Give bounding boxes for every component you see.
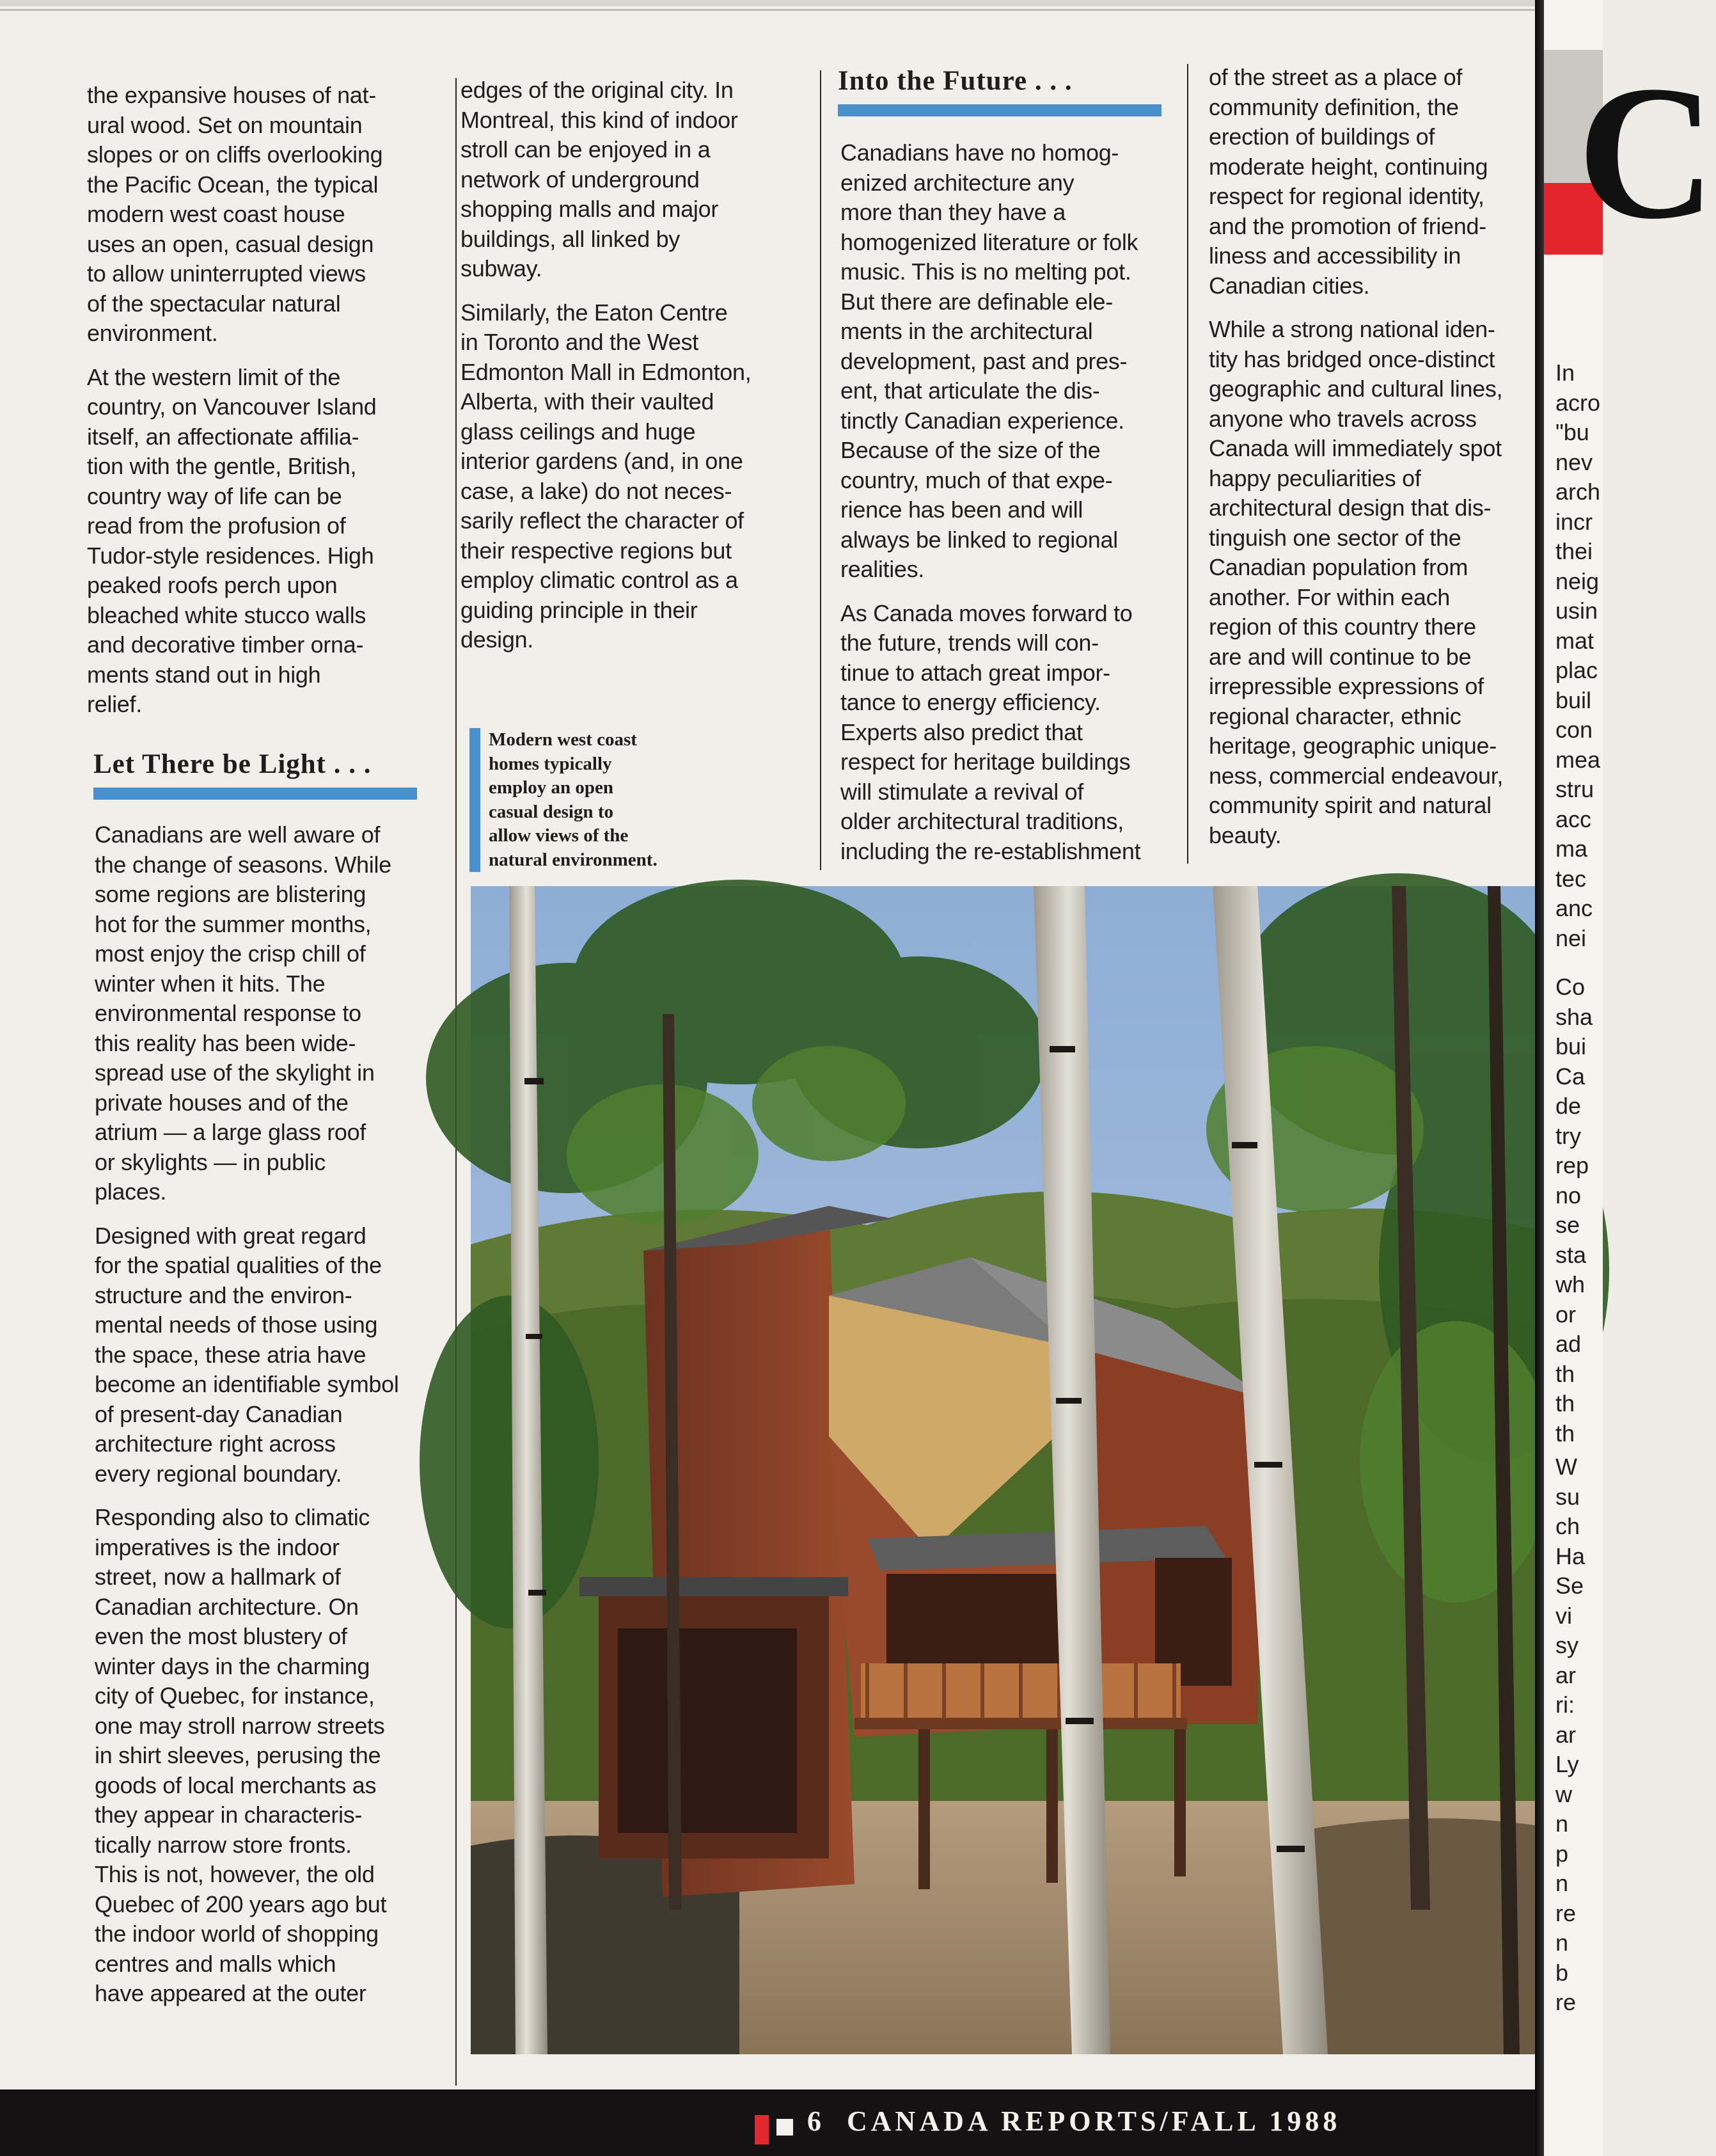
heading-bar-light [93, 788, 417, 800]
adjacent-page-fragments-c: W su ch Ha Se vi sy ar ri: ar Ly w n p n re n b re [1555, 1454, 1586, 2015]
col1-paragraph-5: Responding also to climatic imperatives is the indoor street, now a hallmark of Canadian architecture. On even the most blustery of winter days in the charming city of Quebec, for instance, one may stroll narrow streets in shirt sleeves, perusing the goods of local merchants as they appear in characteris- tically narrow store fronts. This is not, however, the old Quebec of 200 years ago but the indoor world of shopping centres and malls which have appeared at the outer [95, 1504, 387, 2006]
col1-paragraph-3: Canadians are well aware of the change of seasons. While some regions are blistering hot for the summer months, most enjoy the crisp chill of winter when it hits. The environmental response to this reality has been wide- spread use of the skylight in private houses and of the atrium — a large glass roof or skylights — in public places. [95, 821, 391, 1205]
adjacent-page [1544, 0, 1716, 2156]
col3-paragraph-1: Canadians have no homog- enized architecture any more than they have a homogenized literature or folk music. This is no melting pot. But there are definable ele- ments in the architectural development, past and pres- ent, that articulate the dis- tinctly Canadian experience. Because of the size of the country, much of that expe- rience has been and will always be linked to regional realities. [840, 139, 1138, 582]
section-heading-future [838, 65, 1161, 116]
adjacent-page-fragments-b: Co sha bui Ca de try rep no se sta wh or ad th th th [1555, 974, 1593, 1447]
column-rule-3 [1187, 64, 1188, 864]
heading-let-there-be-light: Let There be Light . . . [93, 749, 372, 779]
house-photo-illustration [471, 886, 1544, 2054]
top-rule [0, 0, 1535, 6]
col4-paragraph-2: While a strong national iden- tity has bridged once-distinct geographic and cultural lines, anyone who travels across Canada will immediately spot happy peculiarities of architectural design that dis- tinguish one sector of the Canadian population from another. For within each region of this country there are and will continue to be irrepressible expressions of regional character, ethnic heritage, geographic unique- ness, commercial endeavour, community spirit and natural beauty. [1209, 316, 1504, 848]
top-rule-thin [0, 9, 1535, 11]
column-1-continued [95, 820, 434, 2023]
column-1 [87, 81, 426, 734]
column-2 [460, 75, 793, 669]
publication-title: CANADA REPORTS/FALL 1988 [847, 2105, 1341, 2137]
column-4 [1209, 63, 1529, 864]
footer-white-marker [776, 2119, 793, 2136]
col1-paragraph-2: At the western limit of the country, on Vancouver Island itself, an affectionate affilia- tion with the gentle, British, country way of life can be read from the profusion of Tudor-style residences. High peaked roofs perch upon bleached white stucco walls and decorative timber orna- ments stand out in high relief. [87, 363, 377, 717]
house-photo [471, 886, 1544, 2054]
page-number: 6 [807, 2105, 825, 2137]
col1-paragraph-4: Designed with great regard for the spatial qualities of the structure and the environ- mental needs of those using the space, these atria have become an identifiable symbol of present-day Canadian architecture right across every regional boundary. [95, 1222, 399, 1487]
heading-bar-future [838, 104, 1161, 116]
adjacent-page-drop-letter: C [1577, 46, 1716, 258]
section-heading-light [93, 749, 417, 800]
col2-paragraph-2: Similarly, the Eaton Centre in Toronto and the West Edmonton Mall in Edmonton, Alberta, with their vaulted glass ceilings and huge interior gardens (and, in one case, a lake) do not neces- sarily reflect the character of their respective regions but employ climatic control as a guiding principle in their design. [460, 299, 752, 653]
column-rule-2 [820, 70, 821, 870]
footer-red-marker [755, 2115, 769, 2144]
column-3 [840, 138, 1173, 880]
adjacent-page-fragments-a: In acro "bu nev arch incr thei neig usin mat plac buil con mea stru acc ma tec anc nei [1555, 360, 1601, 951]
col2-paragraph-1: edges of the original city. In Montreal, this kind of indoor stroll can be enjoyed in a network of underground shopping malls and major buildings, all linked by subway. [460, 77, 738, 281]
col3-paragraph-2: As Canada moves forward to the future, trends will con- tinue to attach great impor- tance to energy efficiency. Experts also predict that respect for heritage buildings will stimulate a revival of older architectural traditions, including the re-establishment [840, 599, 1141, 864]
col4-paragraph-1: of the street as a place of community definition, the erection of buildings of moderate height, continuing respect for regional identity, and the promotion of friend- liness and accessibility in Canadian cities. [1209, 64, 1488, 299]
col1-paragraph-1: the expansive houses of nat- ural wood. Set on mountain slopes or on cliffs overlooking the Pacific Ocean, the typical modern west coast house uses an open, casual design to allow uninterrupted views of the spectacular natural environment. [87, 82, 383, 346]
photo-caption: Modern west coast homes typically employ an open casual design to allow views of the natural environment. [469, 728, 719, 872]
heading-into-the-future: Into the Future . . . [838, 66, 1073, 96]
footer-folio [807, 2105, 1341, 2137]
